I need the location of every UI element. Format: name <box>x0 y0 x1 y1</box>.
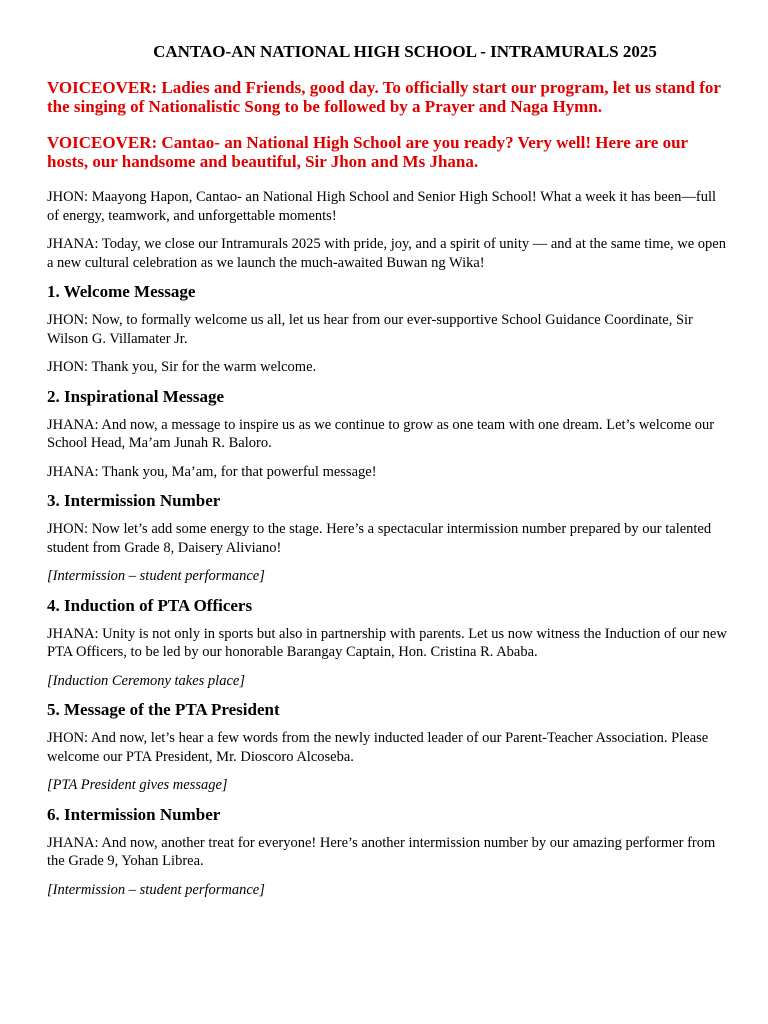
opening-line-jhana: JHANA: Today, we close our Intramurals 2025 with pride, joy, and a spirit of unity — and at the same time, we open a new cultural celebration as we launch the much-awaited Buwan ng Wika! <box>47 236 726 271</box>
section-heading: 3. Intermission Number <box>47 491 221 510</box>
script-line: JHON: Now, to formally welcome us all, let us hear from our ever-supportive School Guidance Coordinate, Sir Wilson G. Villamater Jr. <box>47 312 693 347</box>
script-line: JHANA: And now, another treat for everyone! Here’s another intermission number by our amazing performer from the Grade 9, Yohan Librea. <box>47 834 716 869</box>
section-heading: 5. Message of the PTA President <box>47 700 280 719</box>
section-intermission-number-2 <box>47 805 727 900</box>
section-pta-president-message <box>47 700 727 795</box>
section-heading: 1. Welcome Message <box>47 282 196 301</box>
section-inspirational-message <box>47 387 727 482</box>
section-induction-pta-officers <box>47 596 727 691</box>
document-title: CANTAO-AN NATIONAL HIGH SCHOOL - INTRAMURALS 2025 <box>153 42 657 61</box>
section-intermission-number-1 <box>47 491 727 586</box>
section-welcome-message <box>47 282 727 377</box>
section-heading: 2. Inspirational Message <box>47 386 225 406</box>
stage-direction: [PTA President gives message] <box>47 777 228 793</box>
voiceover-line-2: VOICEOVER: Cantao- an National High School are you ready? Very well! Here are our hosts, our handsome and beautiful, Sir Jhon and Ms Jhana. <box>47 133 688 171</box>
section-heading: 4. Induction of PTA Officers <box>47 595 253 615</box>
script-line: JHON: Now let’s add some energy to the stage. Here’s a spectacular intermission number prepared by our talented student from Grade 8, Daisery Aliviano! <box>47 521 712 556</box>
section-heading: 6. Intermission Number <box>47 804 221 824</box>
script-line: JHON: Thank you, Sir for the warm welcome. <box>47 359 317 375</box>
voiceover-line-1: VOICEOVER: Ladies and Friends, good day. To officially start our program, let us stand for the singing of Nationalistic Song to be followed by a Prayer and Naga Hymn. <box>47 78 721 116</box>
stage-direction: [Intermission – student performance] <box>47 568 265 584</box>
script-line: JHON: And now, let’s hear a few words from the newly inducted leader of our Parent-Teacher Association. Please welcome our PTA President, Mr. Dioscoro Alcoseba. <box>47 730 709 765</box>
stage-direction: [Intermission – student performance] <box>47 881 265 898</box>
script-line: JHANA: And now, a message to inspire us as we continue to grow as one team with one dream. Let’s welcome our School Head, Ma’am Junah R. Baloro. <box>47 416 715 451</box>
document-page <box>47 40 727 909</box>
opening-line-jhon: JHON: Maayong Hapon, Cantao- an National High School and Senior High School! What a week it has been—full of energy, teamwork, and unforgettable moments! <box>47 189 717 224</box>
script-line: JHANA: Unity is not only in sports but also in partnership with parents. Let us now witness the Induction of our new PTA Officers, to be led by our honorable Barangay Captain, Hon. Cristina R. Ababa. <box>47 625 727 660</box>
script-line: JHANA: Thank you, Ma’am, for that powerful message! <box>47 463 377 480</box>
stage-direction: [Induction Ceremony takes place] <box>47 672 245 689</box>
